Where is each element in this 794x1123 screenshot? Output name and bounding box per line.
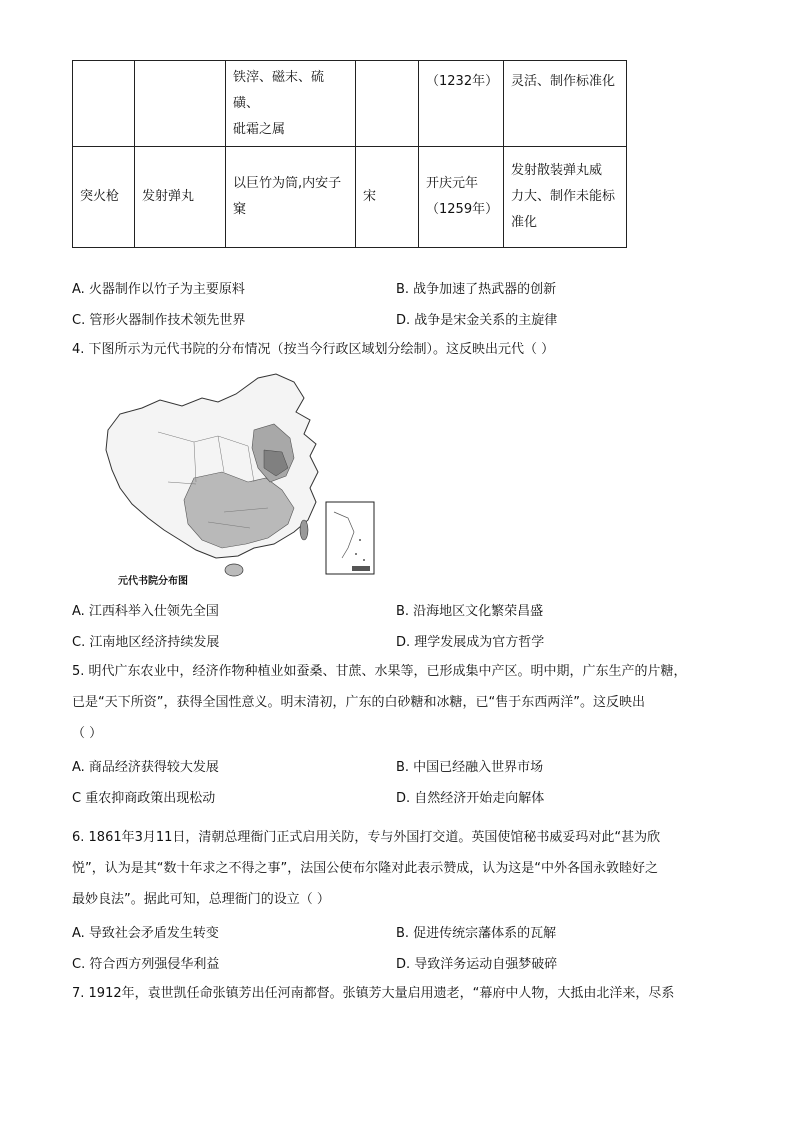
table-cell — [504, 147, 627, 248]
q4-option-b[interactable]: B. 沿海地区文化繁荣昌盛 — [396, 604, 544, 619]
table-cell — [226, 147, 356, 248]
q7-stem-line: 7. 1912年，袁世凯任命张镇芳出任河南都督。张镇芳大量启用遗老，“幕府中人物，大抵由北洋来，尽系 — [72, 986, 675, 1001]
q5-option-d[interactable]: D. 自然经济开始走向解体 — [396, 791, 545, 806]
table-cell — [356, 61, 419, 147]
q6-option-d[interactable]: D. 导致洋务运动自强梦破碎 — [396, 957, 558, 972]
table-cell — [73, 61, 135, 147]
q4-option-c[interactable]: C. 江南地区经济持续发展 — [72, 635, 220, 650]
q6-option-a[interactable]: A. 导致社会矛盾发生转变 — [72, 926, 219, 941]
q5-stem-line: 已是“天下所资”，获得全国性意义。明末清初，广东的白砂糖和冰糖，已“售于东西两洋”。这反映出 — [72, 695, 645, 710]
table-cell: 宋 — [356, 147, 419, 248]
q6-option-c[interactable]: C. 符合西方列强侵华利益 — [72, 957, 220, 972]
table-cell — [419, 61, 504, 147]
cell-line: 发射散装弹丸威 — [511, 163, 603, 178]
q5-stem-line: （ ） — [72, 726, 103, 741]
q6-stem-line: 悦”，认为是其“数十年求之不得之事”，法国公使布尔隆对此表示赞成，认为这是“中外各国永敦睦好之 — [72, 861, 658, 876]
q3-option-c[interactable]: C. 管形火器制作技术领先世界 — [72, 313, 246, 328]
q5-stem-line: 5. 明代广东农业中，经济作物种植业如蚕桑、甘蔗、水果等，已形成集中产区。明中期，广东生产的片糖， — [72, 664, 687, 679]
q5-option-c[interactable]: C 重农抑商政策出现松动 — [72, 791, 216, 806]
q4-stem: 4. 下图所示为元代书院的分布情况（按当今行政区域划分绘制）。这反映出元代（ ） — [72, 342, 555, 357]
q6-stem-line: 最妙良法”。据此可知，总理衙门的设立（ ） — [72, 892, 330, 907]
cell-line: 灵活、制作标准化 — [511, 74, 616, 89]
q5-option-a[interactable]: A. 商品经济获得较大发展 — [72, 760, 219, 775]
q3-option-b[interactable]: B. 战争加速了热武器的创新 — [396, 282, 557, 297]
q3-option-a[interactable]: A. 火器制作以竹子为主要原料 — [72, 282, 245, 297]
cell-line: 以巨竹为筒,内安子 — [233, 176, 342, 191]
q4-option-a[interactable]: A. 江西科举入仕领先全国 — [72, 604, 219, 619]
table-cell — [504, 61, 627, 147]
cell-line: 力大、制作未能标 — [511, 189, 616, 204]
cell-line: 铁滓、磁末、硫磺、 — [233, 69, 325, 111]
table-cell — [135, 61, 226, 147]
cell-line: 准化 — [511, 215, 538, 230]
table-cell — [419, 147, 504, 248]
table-cell: 突火枪 — [73, 147, 135, 248]
table-row — [73, 147, 627, 248]
table-row — [73, 61, 627, 147]
map-caption: 元代书院分布图 — [118, 576, 188, 587]
table-cell — [226, 61, 356, 147]
table-cell: 发射弹丸 — [135, 147, 226, 248]
cell-line: 开庆元年 — [426, 176, 479, 191]
cell-line: （1232年） — [426, 74, 499, 89]
q3-option-d[interactable]: D. 战争是宋金关系的主旋律 — [396, 313, 558, 328]
china-map-icon — [98, 372, 380, 590]
yuan-academy-map — [98, 372, 380, 590]
cell-line: 砒霜之属 — [233, 121, 286, 137]
q5-option-b[interactable]: B. 中国已经融入世界市场 — [396, 760, 544, 775]
cell-line: 窠 — [233, 202, 247, 217]
q4-option-d[interactable]: D. 理学发展成为官方哲学 — [396, 635, 545, 650]
cell-line: （1259年） — [426, 202, 499, 217]
q6-stem-line: 6. 1861年3月11日，清朝总理衙门正式启用关防，专与外国打交道。英国使馆秘书威妥玛对此“甚为欣 — [72, 830, 661, 845]
q6-option-b[interactable]: B. 促进传统宗藩体系的瓦解 — [396, 926, 557, 941]
firearms-table — [72, 60, 627, 248]
